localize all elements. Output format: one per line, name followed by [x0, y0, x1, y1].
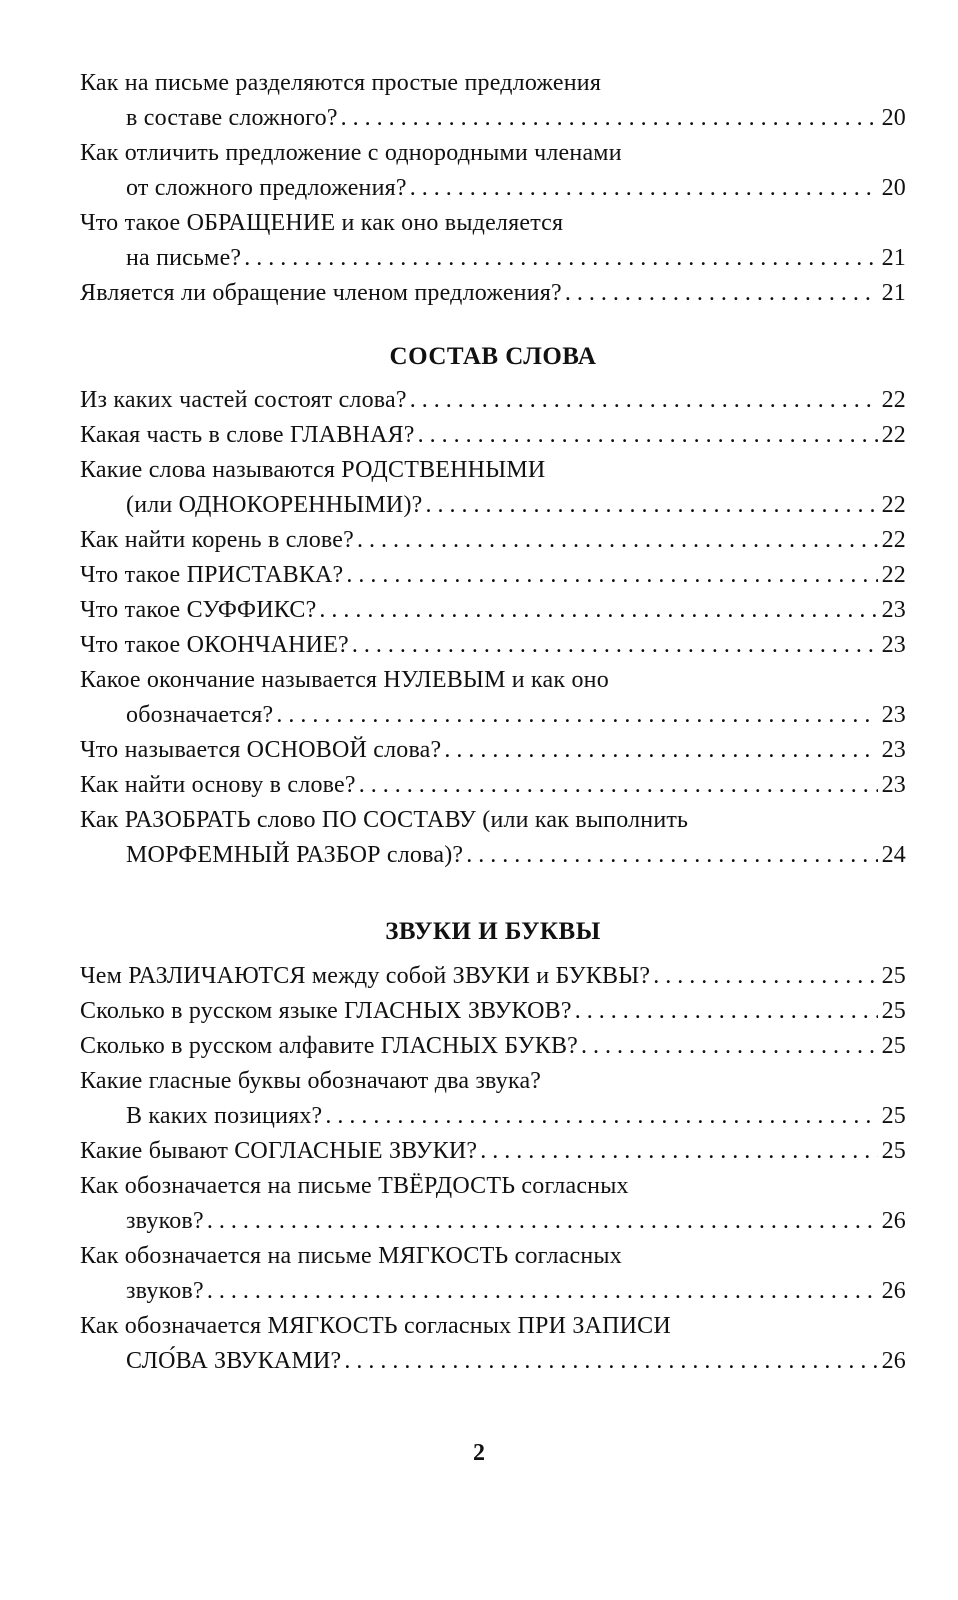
section-title: ЗВУКИ И БУКВЫ: [385, 918, 601, 945]
toc-entry-page: 22: [881, 387, 906, 413]
toc-entry-title: Что такое ПРИСТАВКА?: [80, 562, 344, 588]
toc-entry-first-line: Как обозначается МЯГКОСТЬ согласных ПРИ ЗАПИСИ: [80, 1313, 671, 1339]
dot-leader: [344, 1344, 877, 1379]
toc-entry: [80, 383, 906, 418]
toc-entry-title: Что такое ОКОНЧАНИЕ?: [80, 632, 349, 658]
dot-leader: [565, 276, 878, 311]
toc-entry-title: Как найти корень в слове?: [80, 527, 355, 553]
toc-entry-page: 23: [881, 632, 906, 658]
toc-entry: [80, 663, 906, 733]
toc-entry-page: 26: [881, 1348, 906, 1374]
toc-entry-first-line: Что такое ОБРАЩЕНИЕ и как оно выделяется: [80, 210, 564, 236]
page-number: 2: [473, 1440, 485, 1466]
toc-entry-title: в составе сложного?: [126, 105, 338, 131]
toc-entry: [80, 1134, 906, 1169]
toc-entry-page: 23: [881, 702, 906, 728]
dot-leader: [653, 959, 877, 994]
dot-leader: [410, 171, 878, 206]
dot-leader: [357, 523, 878, 558]
dot-leader: [418, 418, 878, 453]
toc-entry-page: 23: [881, 772, 906, 798]
toc-entry: [80, 1169, 906, 1239]
toc-entry-title: Что называется ОСНОВОЙ слова?: [80, 737, 442, 763]
dot-leader: [581, 1029, 878, 1064]
toc-entry-title: МОРФЕМНЫЙ РАЗБОР слова)?: [126, 842, 464, 868]
toc-entry-title: на письме?: [126, 245, 242, 271]
toc-entry-title: СЛО́ВА ЗВУКАМИ?: [126, 1348, 342, 1374]
toc-entry: [80, 1029, 906, 1064]
dot-leader: [426, 488, 878, 523]
toc-entry: [80, 66, 906, 136]
dot-leader: [352, 628, 878, 663]
toc-entry: [80, 768, 906, 803]
toc-entry-title: звуков?: [126, 1208, 204, 1234]
toc-entry-title: обозначается?: [126, 702, 274, 728]
dot-leader: [325, 1099, 877, 1134]
toc-entry-page: 20: [881, 105, 906, 131]
dot-leader: [346, 558, 877, 593]
toc-entry-page: 22: [881, 492, 906, 518]
toc-entry-title: Сколько в русском алфавите ГЛАСНЫХ БУКВ?: [80, 1033, 579, 1059]
dot-leader: [207, 1204, 878, 1239]
toc-entry-first-line: Как обозначается на письме МЯГКОСТЬ согласных: [80, 1243, 622, 1269]
dot-leader: [276, 698, 877, 733]
toc-entry-page: 26: [881, 1208, 906, 1234]
toc-entry: [80, 959, 906, 994]
toc-entry-title: звуков?: [126, 1278, 204, 1304]
dot-leader: [410, 383, 878, 418]
dot-leader: [244, 241, 877, 276]
toc-entry: [80, 593, 906, 628]
toc-entry: [80, 453, 906, 523]
toc-entry-title: (или ОДНОКОРЕННЫМИ)?: [126, 492, 423, 518]
toc-entry-title: Из каких частей состоят слова?: [80, 387, 407, 413]
toc-entry: [80, 1239, 906, 1309]
toc-entry-page: 25: [881, 998, 906, 1024]
toc-entry: [80, 1309, 906, 1379]
toc-entry-first-line: Как отличить предложение с однородными членами: [80, 140, 622, 166]
toc-entry: [80, 994, 906, 1029]
toc-entry: [80, 136, 906, 206]
dot-leader: [207, 1274, 878, 1309]
toc-entry-page: 21: [881, 280, 906, 306]
toc-entry-page: 23: [881, 597, 906, 623]
toc-entry-page: 22: [881, 527, 906, 553]
toc-entry-title: В каких позициях?: [126, 1103, 323, 1129]
dot-leader: [319, 593, 877, 628]
toc-entry-first-line: Как РАЗОБРАТЬ слово ПО СОСТАВУ (или как выполнить: [80, 807, 689, 833]
toc-entry: [80, 803, 906, 873]
toc-entry: [80, 523, 906, 558]
dot-leader: [575, 994, 878, 1029]
toc-entry-page: 21: [881, 245, 906, 271]
toc-entry-first-line: Как на письме разделяются простые предложения: [80, 70, 602, 96]
dot-leader: [466, 838, 877, 873]
toc-entry-page: 20: [881, 175, 906, 201]
dot-leader: [444, 733, 877, 768]
toc-entry: [80, 733, 906, 768]
toc-entry: [80, 558, 906, 593]
dot-leader: [359, 768, 878, 803]
section-title: СОСТАВ СЛОВА: [389, 343, 597, 370]
toc-entry: [80, 418, 906, 453]
toc-entry-page: 25: [881, 1103, 906, 1129]
toc-entry: [80, 628, 906, 663]
toc-entry-title: Сколько в русском языке ГЛАСНЫХ ЗВУКОВ?: [80, 998, 572, 1024]
toc-entry-first-line: Какое окончание называется НУЛЕВЫМ и как оно: [80, 667, 609, 693]
dot-leader: [341, 101, 878, 136]
toc-entry: [80, 206, 906, 276]
toc-entry-page: 22: [881, 422, 906, 448]
toc-entry-title: Что такое СУФФИКС?: [80, 597, 317, 623]
toc-entry-title: Является ли обращение членом предложения?: [80, 280, 562, 306]
toc-entry-first-line: Какие слова называются РОДСТВЕННЫМИ: [80, 457, 546, 483]
toc-entry: [80, 1064, 906, 1134]
toc-entry-title: от сложного предложения?: [126, 175, 407, 201]
toc-entry-page: 24: [881, 842, 906, 868]
toc-entry-title: Как найти основу в слове?: [80, 772, 356, 798]
toc-entry-page: 26: [881, 1278, 906, 1304]
dot-leader: [480, 1134, 877, 1169]
toc-entry-page: 25: [881, 1033, 906, 1059]
toc-entry-title: Какая часть в слове ГЛАВНАЯ?: [80, 422, 415, 448]
toc-entry-page: 25: [881, 963, 906, 989]
toc-page: [80, 66, 906, 1379]
toc-entry: [80, 276, 906, 311]
toc-entry-first-line: Какие гласные буквы обозначают два звука?: [80, 1068, 542, 1094]
toc-entry-page: 25: [881, 1138, 906, 1164]
toc-entry-title: Какие бывают СОГЛАСНЫЕ ЗВУКИ?: [80, 1138, 478, 1164]
toc-entry-title: Чем РАЗЛИЧАЮТСЯ между собой ЗВУКИ и БУКВЫ?: [80, 963, 651, 989]
toc-entry-page: 23: [881, 737, 906, 763]
toc-entry-first-line: Как обозначается на письме ТВЁРДОСТЬ согласных: [80, 1173, 629, 1199]
toc-entry-page: 22: [881, 562, 906, 588]
